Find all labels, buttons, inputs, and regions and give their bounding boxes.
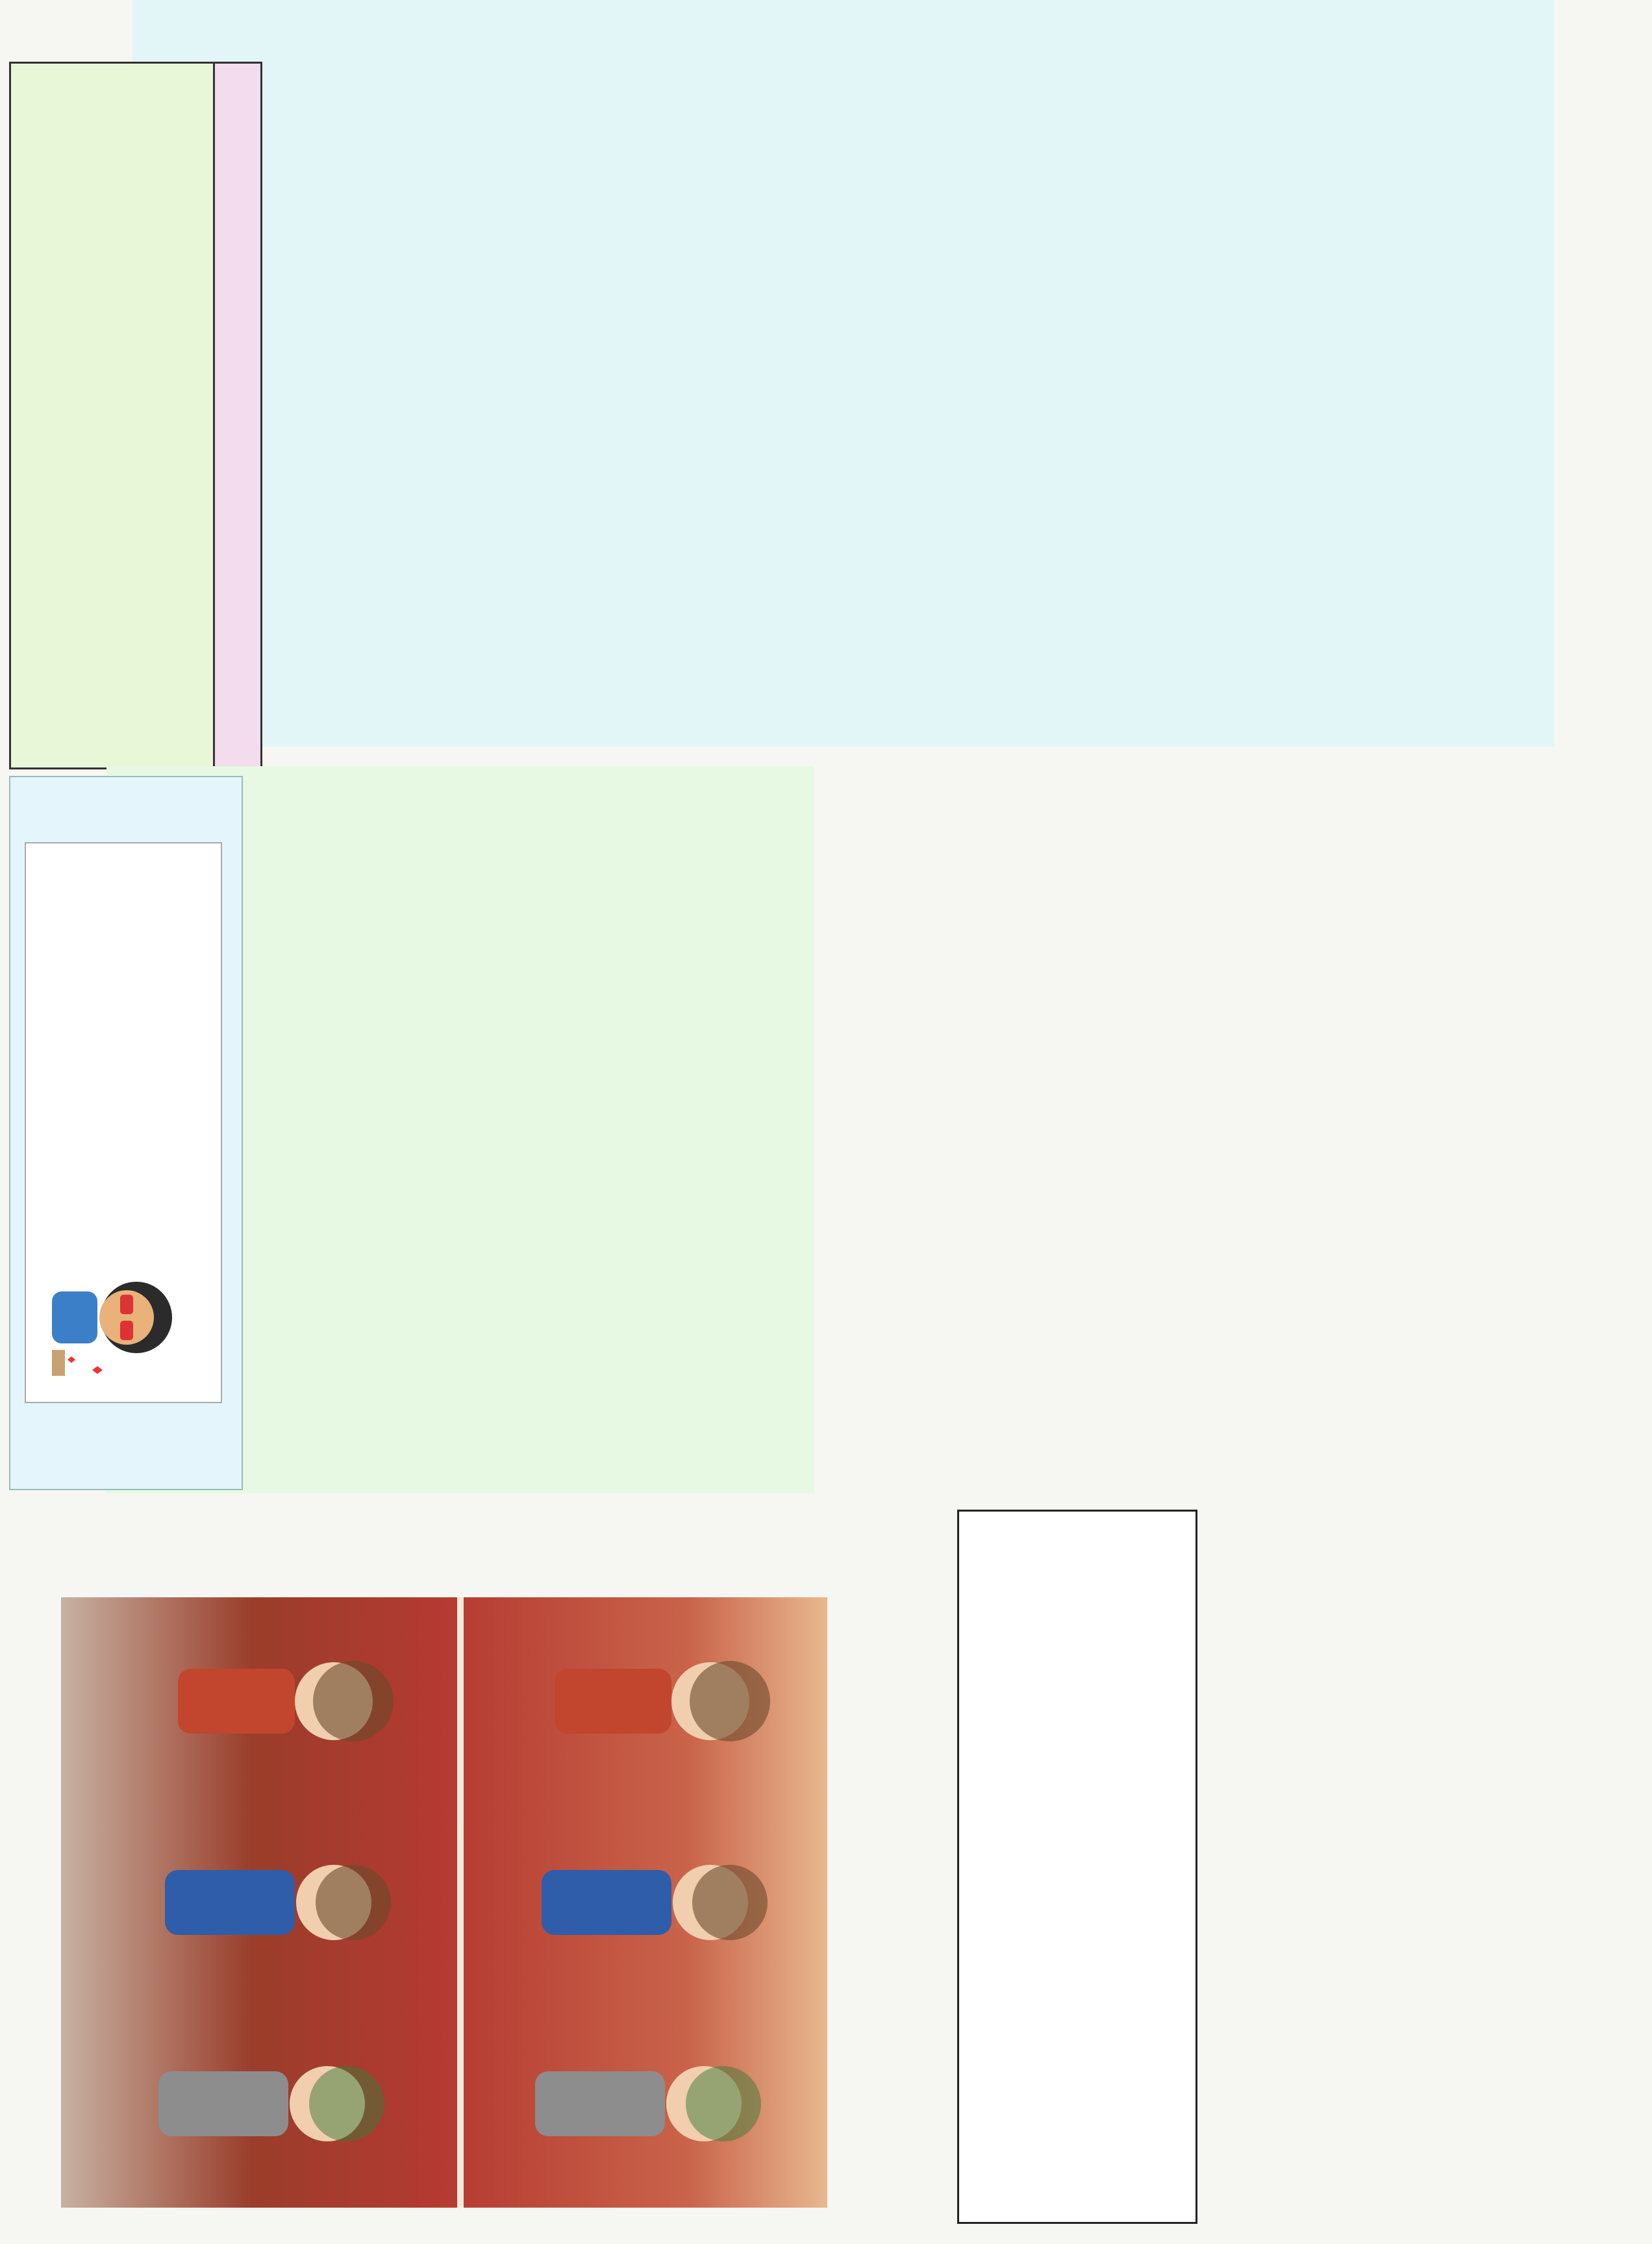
thanks-panel: [9, 776, 243, 1490]
spot-difference-illustration: [61, 1597, 827, 2208]
memory-verse-heading: [213, 64, 260, 767]
worship-order-panel: [132, 0, 1555, 747]
birthday-card: [25, 842, 222, 1403]
cartoon-character-icon: [45, 1246, 195, 1389]
memory-verse-box: [9, 62, 262, 769]
catechism-box: [957, 1510, 1197, 2224]
spot-difference-image-icon: [61, 1597, 827, 2208]
